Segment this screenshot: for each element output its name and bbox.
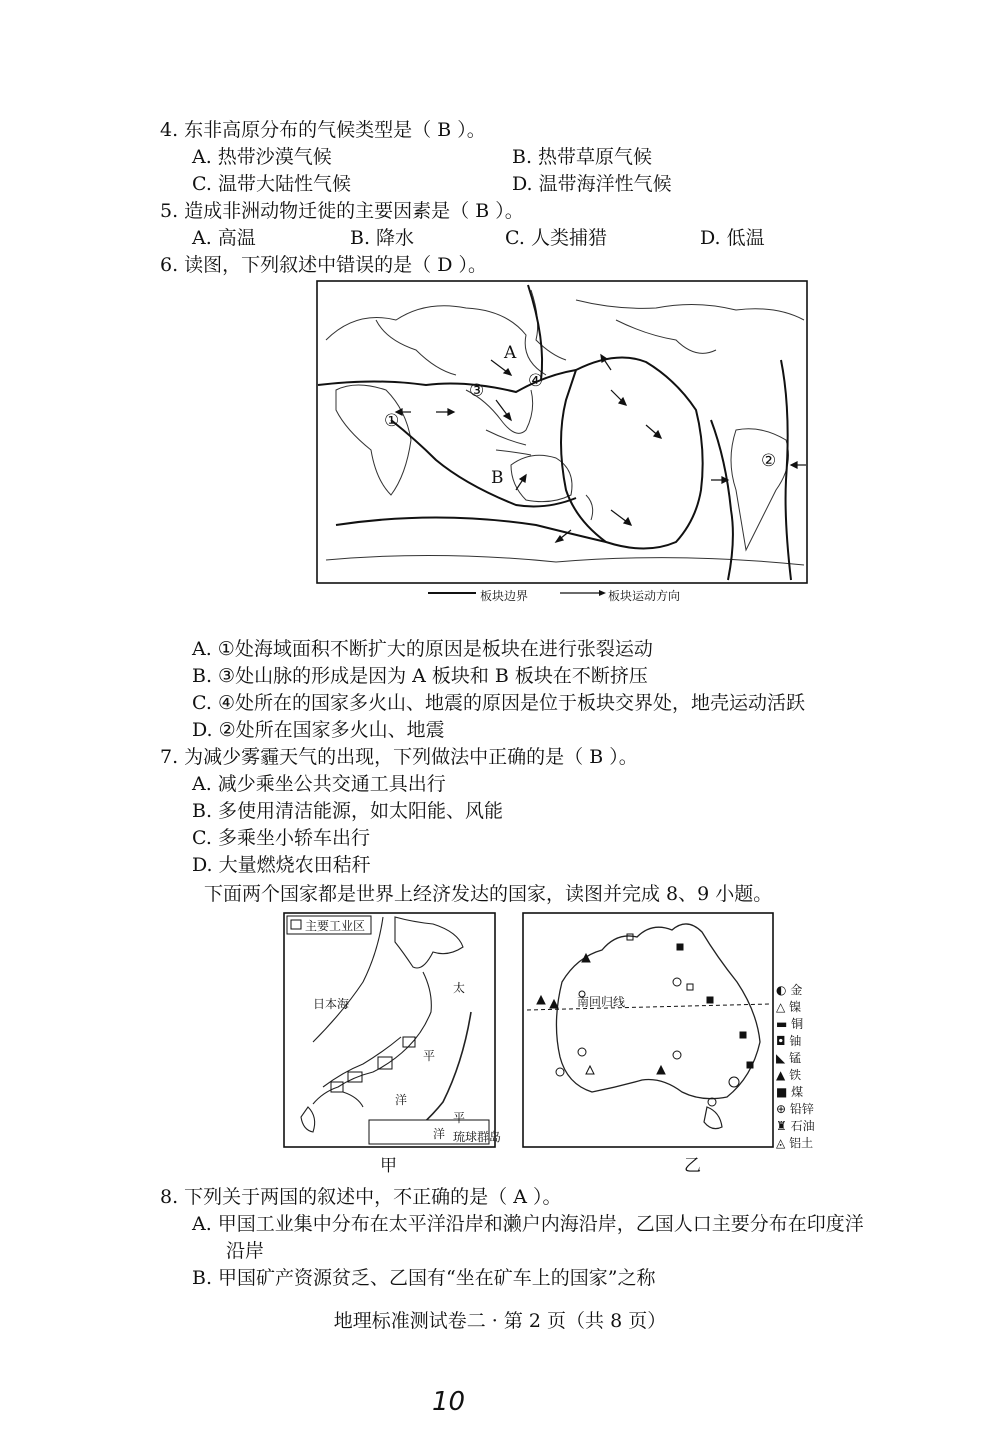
q6-stem: 6. 读图，下列叙述中错误的是（ D ）。 — [160, 254, 487, 276]
plate-legend-boundary-line — [428, 588, 476, 598]
legend-symbol-iron: ▲ — [776, 1068, 786, 1082]
q7-option-d: D. 大量燃烧农田秸秆 — [192, 854, 371, 876]
legend-bauxite: 铝土 — [789, 1136, 814, 1150]
q7-option-b: B. 多使用清洁能源，如太阳能、风能 — [192, 800, 504, 822]
q7-option-a: A. 减少乘坐公共交通工具出行 — [192, 773, 446, 795]
legend-symbol-manganese: ◣ — [776, 1051, 786, 1065]
intro-q8-9: 下面两个国家都是世界上经济发达的国家，读图并完成 8、9 小题。 — [204, 883, 773, 905]
pacific-char-4: 平 — [453, 1111, 466, 1125]
japan-legend-text: 主要工业区 — [305, 919, 366, 933]
q5-stem: 5. 造成非洲动物迁徙的主要因素是（ B ）。 — [160, 200, 524, 222]
legend-symbol-bauxite: ◬ — [776, 1136, 786, 1150]
ryukyu-label: 琉球群岛 — [453, 1130, 502, 1144]
pacific-char-1: 太 — [453, 981, 466, 995]
legend-oil: 石油 — [790, 1119, 815, 1133]
q5-option-b: B. 降水 — [350, 227, 415, 249]
q6-option-c: C. ④处所在的国家多火山、地震的原因是位于板块交界处，地壳运动活跃 — [192, 692, 805, 714]
q8-option-a: A. 甲国工业集中分布在太平洋沿岸和濑户内海沿岸，乙国人口主要分布在印度洋 — [192, 1213, 864, 1235]
caption-jia: 甲 — [380, 1156, 397, 1176]
q5-option-c: C. 人类捕猎 — [505, 227, 607, 249]
legend-manganese: 锰 — [789, 1051, 802, 1065]
legend-symbol-oil: ♜ — [776, 1119, 787, 1133]
legend-nickel: 镍 — [789, 1000, 802, 1014]
page-footer: 地理标准测试卷二 · 第 2 页（共 8 页） — [333, 1310, 667, 1332]
q4-option-b: B. 热带草原气候 — [512, 146, 653, 168]
legend-symbol-copper: ▬ — [776, 1017, 788, 1031]
q8-stem: 8. 下列关于两国的叙述中，不正确的是（ A ）。 — [160, 1186, 562, 1208]
legend-symbol-lead-zinc: ⊕ — [776, 1102, 787, 1116]
plate-map — [316, 280, 808, 584]
pacific-char-2: 平 — [423, 1049, 436, 1063]
legend-iron: 铁 — [789, 1068, 802, 1082]
q8-option-a-cont: 沿岸 — [226, 1240, 265, 1262]
legend-symbol-uranium: ◘ — [776, 1034, 786, 1048]
legend-coal: 煤 — [791, 1085, 804, 1099]
legend-symbol-nickel: △ — [776, 1000, 786, 1014]
legend-symbol-gold: ◐ — [776, 983, 787, 997]
pacific-char-5: 洋 — [433, 1127, 446, 1141]
marker-4: ④ — [528, 371, 544, 391]
legend-copper: 铜 — [791, 1017, 804, 1031]
legend-uranium: 铀 — [789, 1034, 802, 1048]
marker-2: ② — [761, 451, 777, 471]
q4-option-a: A. 热带沙漠气候 — [192, 146, 332, 168]
q6-option-a: A. ①处海域面积不断扩大的原因是板块在进行张裂运动 — [192, 638, 653, 660]
plate-legend-arrow — [560, 588, 606, 598]
plate-legend-motion: 板块运动方向 — [608, 589, 681, 603]
map-australia — [522, 912, 774, 1148]
tropic-label: 南回归线 — [577, 995, 626, 1009]
pacific-char-3: 洋 — [395, 1093, 408, 1107]
caption-yi: 乙 — [684, 1156, 701, 1176]
q5-option-a: A. 高温 — [192, 227, 256, 249]
q4-option-c: C. 温带大陆性气候 — [192, 173, 351, 195]
legend-gold: 金 — [790, 983, 803, 997]
q4-stem: 4. 东非高原分布的气候类型是（ B ）。 — [160, 119, 486, 141]
q8-option-b: B. 甲国矿产资源贫乏、乙国有“坐在矿车上的国家”之称 — [192, 1267, 656, 1289]
q6-option-b: B. ③处山脉的形成是因为 A 板块和 B 板块在不断挤压 — [192, 665, 648, 687]
q5-option-d: D. 低温 — [700, 227, 765, 249]
japan-sea-label: 日本海 — [313, 997, 350, 1011]
mineral-legend — [776, 982, 846, 1152]
q7-option-c: C. 多乘坐小轿车出行 — [192, 827, 370, 849]
q6-option-d: D. ②处所在国家多火山、地震 — [192, 719, 445, 741]
handwritten-page-number: 10 — [432, 1387, 466, 1417]
plate-legend-boundary: 板块边界 — [480, 589, 529, 603]
q4-option-d: D. 温带海洋性气候 — [512, 173, 672, 195]
label-plate-b: B — [491, 468, 504, 488]
label-plate-a: A — [504, 343, 517, 363]
legend-lead-zinc: 铅锌 — [789, 1102, 814, 1116]
map-japan — [283, 912, 502, 1148]
marker-3: ③ — [469, 381, 485, 401]
marker-1: ① — [384, 411, 400, 431]
q7-stem: 7. 为减少雾霾天气的出现，下列做法中正确的是（ B ）。 — [160, 746, 638, 768]
legend-symbol-coal: ■ — [776, 1085, 788, 1099]
